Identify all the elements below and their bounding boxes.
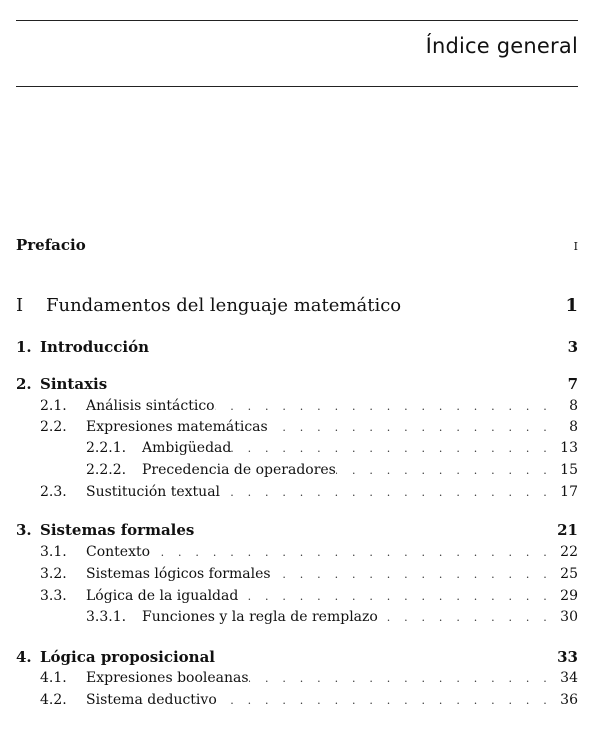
toc-page: 25 — [560, 566, 578, 582]
dot-leader — [378, 611, 558, 624]
toc-title: Sistema deductivo — [86, 692, 217, 708]
toc-number: 4. — [16, 648, 32, 666]
dot-leader — [238, 590, 558, 603]
toc-title: Sustitución textual — [86, 484, 221, 500]
toc-page: 8 — [569, 398, 578, 414]
top-rule — [16, 20, 578, 21]
dot-leader — [231, 442, 558, 455]
toc-entry-section-3-3[interactable] — [16, 588, 578, 604]
toc-title: Contexto — [86, 544, 151, 560]
toc-title: Funciones y la regla de remplazo — [142, 609, 378, 625]
toc-entry-section-4-1[interactable] — [16, 670, 578, 686]
dot-leader — [220, 486, 558, 499]
toc-entry-chapter-4[interactable] — [16, 648, 578, 666]
toc-page: 3 — [567, 338, 578, 356]
dot-leader — [271, 568, 558, 581]
toc-entry-section-2-1[interactable] — [16, 398, 578, 414]
toc-number: 2.2.2. — [86, 462, 127, 478]
toc-number: 2.2.1. — [86, 440, 127, 456]
toc-title: Expresiones booleanas — [86, 670, 249, 686]
toc-number: 2. — [16, 375, 32, 393]
toc-entry-section-2-3[interactable] — [16, 484, 578, 500]
toc-title: Análisis sintáctico — [86, 398, 215, 414]
toc-entry-chapter-2[interactable] — [16, 375, 578, 393]
toc-page: 13 — [560, 440, 578, 456]
toc-page: I — [573, 240, 578, 253]
toc-page: 29 — [560, 588, 578, 604]
toc-entry-subsection-2-2-2[interactable] — [16, 462, 578, 478]
toc-page: 8 — [569, 419, 578, 435]
toc-number: 2.2. — [40, 419, 67, 435]
toc-entry-chapter-3[interactable] — [16, 521, 578, 539]
toc-entry-section-4-2[interactable] — [16, 692, 578, 708]
toc-number: 3.3.1. — [86, 609, 127, 625]
dot-leader — [249, 672, 558, 685]
toc-page: 33 — [557, 648, 578, 666]
toc-entry-subsection-3-3-1[interactable] — [16, 609, 578, 625]
toc-page: 15 — [560, 462, 578, 478]
toc-title: Lógica de la igualdad — [86, 588, 239, 604]
dot-leader — [336, 464, 558, 477]
toc-page: 30 — [560, 609, 578, 625]
toc-title: Ambigüedad — [142, 440, 232, 456]
toc-page: 1 — [565, 295, 578, 316]
toc-number: I — [16, 295, 24, 316]
toc-number: 1. — [16, 338, 32, 356]
toc-title: Sintaxis — [40, 375, 108, 393]
toc-entry-subsection-2-2-1[interactable] — [16, 440, 578, 456]
toc-number: 2.3. — [40, 484, 67, 500]
toc-number: 3.3. — [40, 588, 67, 604]
dot-leader — [217, 694, 558, 707]
toc-title: Sistemas formales — [40, 521, 195, 539]
page-title: Índice general — [425, 34, 578, 58]
toc-title: Fundamentos del lenguaje matemático — [46, 295, 402, 316]
toc-title: Precedencia de operadores — [142, 462, 336, 478]
toc-title: Expresiones matemáticas — [86, 419, 268, 435]
toc-entry-section-3-1[interactable] — [16, 544, 578, 560]
toc-number: 2.1. — [40, 398, 67, 414]
dot-leader — [215, 400, 558, 413]
toc-page: 34 — [560, 670, 578, 686]
toc-page: 7 — [567, 375, 578, 393]
toc-entry-section-2-2[interactable] — [16, 419, 578, 435]
dot-leader — [150, 546, 558, 559]
toc-number: 3.2. — [40, 566, 67, 582]
toc-entry-section-3-2[interactable] — [16, 566, 578, 582]
dot-leader — [268, 421, 558, 434]
toc-entry-part-1[interactable] — [16, 295, 578, 316]
toc-page: 21 — [557, 521, 578, 539]
toc-title: Prefacio — [16, 236, 86, 254]
toc-page: 36 — [560, 692, 578, 708]
toc-entry-chapter-1[interactable] — [16, 338, 578, 356]
toc-number: 3. — [16, 521, 32, 539]
toc-number: 3.1. — [40, 544, 67, 560]
toc-page: 22 — [560, 544, 578, 560]
toc-title: Lógica proposicional — [40, 648, 216, 666]
title-rule — [16, 86, 578, 87]
toc-number: 4.2. — [40, 692, 67, 708]
toc-entry-preface[interactable] — [16, 236, 578, 254]
toc-title: Sistemas lógicos formales — [86, 566, 271, 582]
toc-page: 17 — [560, 484, 578, 500]
toc-title: Introducción — [40, 338, 150, 356]
toc-number: 4.1. — [40, 670, 67, 686]
